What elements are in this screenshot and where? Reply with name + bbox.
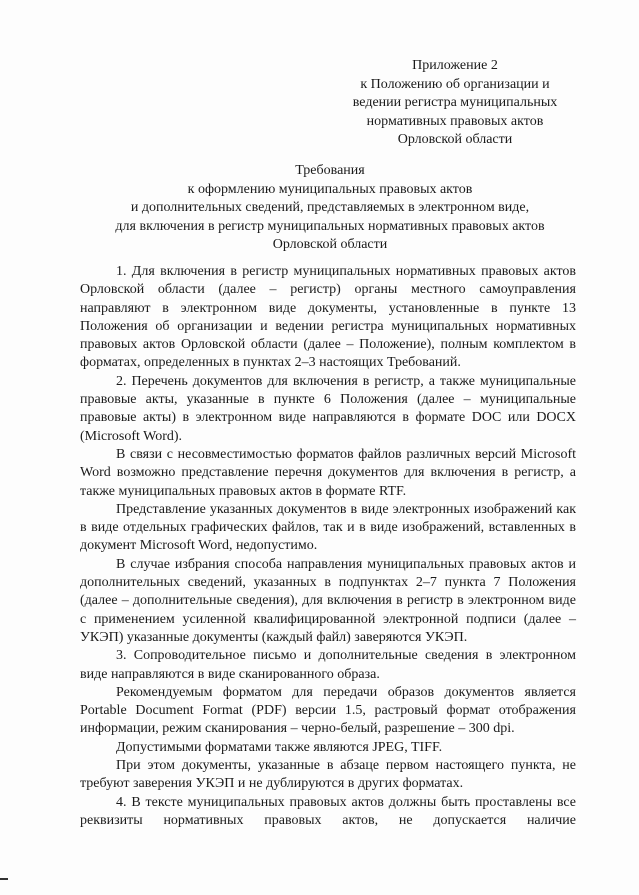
paragraph-8: Допустимыми форматами также являются JPEG, TIFF. (116, 739, 443, 755)
document-body (80, 263, 576, 830)
appendix-line: Приложение 2 (412, 58, 498, 73)
paragraph-5: В случае избрания способа направления муниципальных правовых актов и дополнительных сведений, указанных в подпунктах 2–7 пункта 7 Положения (далее – дополнительные сведения), для включения в регистр в электронном виде с применением усиленной квалифицированной электронной подписи (далее – УКЭП) указанные документы (каждый файл) заверяются УКЭП. (80, 556, 576, 645)
paragraph-9: При этом документы, указанные в абзаце первом настоящего пункта, не требуют заверения УКЭП и не дублируются в других форматах. (80, 758, 576, 792)
scan-edge-mark (0, 878, 8, 880)
document-title (60, 162, 600, 255)
title-line: к оформлению муниципальных правовых актов (187, 181, 473, 197)
appendix-line: Орловской области (397, 132, 513, 147)
paragraph-1: 1. Для включения в регистр муниципальных нормативных правовых актов Орловской области (далее – регистр) органы местного самоуправления направляют в электронном виде документы, установленные в пункте 13 Положения об организации и ведении регистра муниципальных нормативных правовых актов Орловской области (далее – Положение), полным комплектом в форматах, определенных в пунктах 2–3 настоящих Требований. (80, 264, 576, 371)
title-line: Орловской области (272, 237, 388, 252)
paragraph-6: 3. Сопроводительное письмо и дополнительные сведения в электронном виде направляются в виде сканированного образа. (80, 648, 576, 682)
appendix-header (340, 57, 570, 150)
paragraph-2: 2. Перечень документов для включения в регистр, а также муниципальные правовые акты, указанные в пункте 6 Положения (далее – муниципальные правовые акты) в электронном виде направляются в формате DOC или DOCX (Microsoft Word). (80, 373, 576, 444)
appendix-line: ведении регистра муниципальных (352, 95, 558, 110)
appendix-line: нормативных правовых актов (366, 113, 544, 129)
title-line: Требования (295, 163, 365, 178)
paragraph-10: 4. В тексте муниципальных правовых актов должны быть проставлены все реквизиты нормативных правовых актов, не допускается наличие (80, 794, 576, 828)
title-line: и дополнительных сведений, представляемых в электронном виде, (130, 200, 530, 215)
title-line: для включения в регистр муниципальных нормативных правовых актов (115, 218, 545, 234)
appendix-line: к Положению об организации и (360, 76, 550, 92)
paragraph-7: Рекомендуемым форматом для передачи образов документов является Portable Document Format (PDF) версии 1.5, растровый формат отображения информации, режим сканирования – черно-белый, разрешение – 300 dpi. (80, 684, 576, 737)
paragraph-4: Представление указанных документов в виде электронных изображений как в виде отдельных графических файлов, так и в виде изображений, вставленных в документ Microsoft Word, недопустимо. (80, 501, 576, 554)
paragraph-3: В связи с несовместимостью форматов файлов различных версий Microsoft Word возможно представление перечня документов для включения в регистр, а также муниципальных правовых актов в формате RTF. (80, 446, 576, 499)
